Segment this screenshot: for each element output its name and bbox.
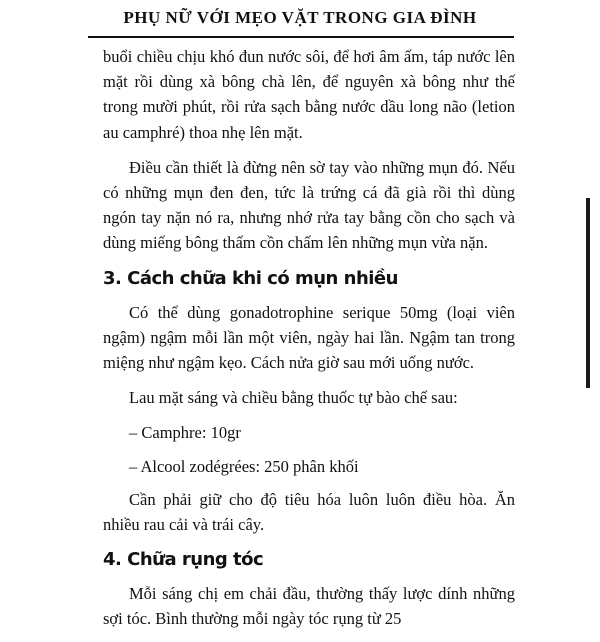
paragraph-digestion: Cần phải giữ cho độ tiêu hóa luôn luôn điều hòa. Ăn nhiều rau cải và trái cây. xyxy=(103,489,515,535)
paragraph-recipe-intro: Lau mặt sáng và chiều bằng thuốc tự bào chế sau: xyxy=(129,388,458,408)
recipe-item-alcool: – Alcool zodégrées: 250 phân khối xyxy=(129,456,359,476)
section-heading-4: 4. Chữa rụng tóc xyxy=(103,549,264,571)
paragraph-hair-loss: Mỗi sáng chị em chải đầu, thường thấy lược dính những sợi tóc. Bình thường mỗi ngày tóc rụng từ 25 xyxy=(103,584,515,629)
paragraph-care: Điều cần thiết là đừng nên sờ tay vào những mụn đó. Nếu có những mụn đen đen, tức là trứng cá đã già rồi thì dùng ngón tay nặn nó ra, nhưng nhớ rửa tay bằng cồn cho sạch và dùng miếng bông thấm cồn chấm lên những mụn vừa nặn. xyxy=(103,157,515,253)
page-edge-mark xyxy=(586,198,590,388)
running-header: PHỤ NỮ VỚI MẸO VẶT TRONG GIA ĐÌNH xyxy=(123,8,477,27)
header-rule xyxy=(88,36,514,38)
paragraph-continued: buổi chiều chịu khó đun nước sôi, để hơi âm ấm, táp nước lên mặt rồi dùng xà bông chà lên, để nguyên xà bông như thế trong mười phút, rồi rửa sạch bằng nước dầu long não (letion au camphré) thoa nhẹ lên mặt. xyxy=(103,47,515,142)
recipe-item-camphre: – Camphre: 10gr xyxy=(129,423,241,443)
section-heading-3: 3. Cách chữa khi có mụn nhiều xyxy=(103,267,398,289)
body-text xyxy=(103,44,515,642)
paragraph-treatment: Có thể dùng gonadotrophine serique 50mg (loại viên ngậm) ngậm mỗi lần một viên, ngày hai lần. Ngậm tan trong miệng như ngậm kẹo. Cách nửa giờ sau mới uống nước. xyxy=(103,302,515,373)
